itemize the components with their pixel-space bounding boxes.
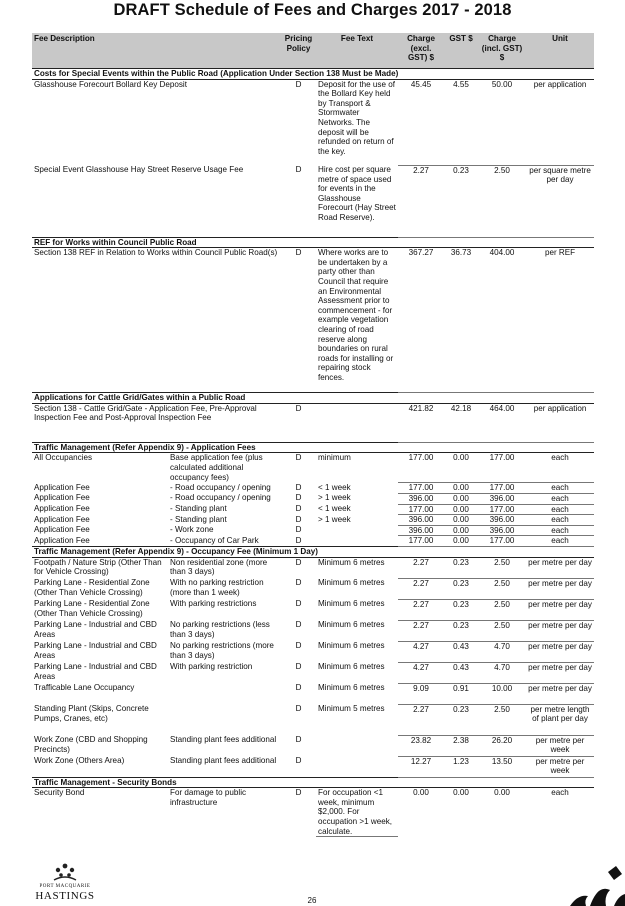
gst: 0.43 xyxy=(444,662,478,683)
fee-subdescription: Standing plant fees additional xyxy=(170,735,277,745)
gst: 0.00 xyxy=(453,788,469,798)
gst: 0.00 xyxy=(444,493,478,504)
unit: per metre per day xyxy=(526,641,594,662)
table-row xyxy=(32,504,594,515)
charge-incl: 0.00 xyxy=(494,788,510,798)
gst: 42.18 xyxy=(444,403,478,442)
charge-incl: 404.00 xyxy=(478,248,526,393)
fee-subdescription xyxy=(168,683,281,704)
charge-excl: 2.27 xyxy=(398,578,444,599)
charge-excl: 23.82 xyxy=(398,735,444,756)
gst: 0.00 xyxy=(444,536,478,547)
section-heading xyxy=(32,237,594,248)
pricing-policy: D xyxy=(295,683,302,693)
fee-description: Standing Plant (Skips, Concrete Pumps, Cranes, etc) xyxy=(34,704,149,723)
logo-text-line2: HASTINGS xyxy=(35,890,95,902)
fee-description: Special Event Glasshouse Hay Street Reserve Usage Fee xyxy=(34,165,244,175)
section-heading-text: Costs for Special Events within the Public Road (Application Under Section 138 Must be Made) xyxy=(32,69,594,80)
table-row xyxy=(32,165,594,237)
gst: 0.91 xyxy=(444,683,478,704)
fee-description: Application Fee xyxy=(34,482,90,492)
fee-text: Minimum 6 metres xyxy=(318,620,385,630)
section-heading-text: Applications for Cattle Grid/Gates within a Public Road xyxy=(32,393,594,404)
charge-incl: 177.00 xyxy=(478,483,526,494)
fee-description: Parking Lane - Industrial and CBD Areas xyxy=(34,662,157,681)
gst: 0.23 xyxy=(444,557,478,578)
pricing-policy: D xyxy=(295,165,302,175)
section-heading-text: REF for Works within Council Public Road xyxy=(32,237,594,248)
fee-description: Application Fee xyxy=(34,525,90,535)
charge-excl: 9.09 xyxy=(398,683,444,704)
unit: each xyxy=(551,788,569,798)
table-row xyxy=(32,788,594,837)
table-row xyxy=(32,620,594,641)
table-row xyxy=(32,248,594,393)
pricing-policy: D xyxy=(295,535,302,545)
council-logo xyxy=(30,862,100,906)
charge-incl: 396.00 xyxy=(478,525,526,536)
charge-excl: 45.45 xyxy=(398,79,444,165)
fee-text xyxy=(316,525,398,536)
fee-description: Security Bond xyxy=(34,788,85,798)
fee-text: Minimum 6 metres xyxy=(318,599,385,609)
gst: 0.00 xyxy=(444,504,478,515)
col-header-unit: Unit xyxy=(526,33,594,69)
section-heading-text: Traffic Management (Refer Appendix 9) - Occupancy Fee (Minimum 1 Day) xyxy=(32,546,594,557)
fee-description: Glasshouse Forecourt Bollard Key Deposit xyxy=(34,79,187,89)
gst: 0.00 xyxy=(444,515,478,526)
gst: 0.00 xyxy=(444,453,478,483)
unit: per application xyxy=(526,79,594,165)
charge-excl: 177.00 xyxy=(398,453,444,483)
fee-subdescription: - Work zone xyxy=(170,525,214,535)
table-row xyxy=(32,483,594,494)
col-header-charge-excl: Charge (excl. GST) $ xyxy=(398,33,444,69)
charge-incl: 464.00 xyxy=(478,403,526,442)
pricing-policy: D xyxy=(295,403,302,413)
charge-excl: 367.27 xyxy=(398,248,444,393)
charge-excl: 4.27 xyxy=(398,641,444,662)
table-row xyxy=(32,641,594,662)
fee-subdescription: Non residential zone (more than 3 days) xyxy=(170,557,268,577)
gst: 0.23 xyxy=(444,599,478,620)
document-title: DRAFT Schedule of Fees and Charges 2017 - 2018 xyxy=(113,1,512,19)
fee-text: Minimum 6 metres xyxy=(318,662,385,672)
fee-text: Where works are to be undertaken by a party other than Council that require an Environmental Assessment prior to commencement - for example vegetation clearing of road reserve along boundaries on rural roads for installing or repairing stock fences. xyxy=(318,248,394,382)
col-header-pricing-policy: Pricing Policy xyxy=(281,33,316,69)
fee-description: Application Fee xyxy=(34,514,90,524)
col-header-charge-incl: Charge (incl. GST) $ xyxy=(478,33,526,69)
pricing-policy: D xyxy=(295,79,302,89)
fee-description: Parking Lane - Industrial and CBD Areas xyxy=(34,620,157,639)
charge-excl: 421.82 xyxy=(398,403,444,442)
charge-incl: 2.50 xyxy=(478,599,526,620)
pricing-policy: D xyxy=(295,756,302,766)
fee-description: Parking Lane - Residential Zone (Other Than Vehicle Crossing) xyxy=(34,599,150,618)
charge-incl: 2.50 xyxy=(478,620,526,641)
charge-excl: 396.00 xyxy=(398,493,444,504)
pricing-policy: D xyxy=(295,514,302,524)
fee-text: Deposit for the use of the Bollard Key held by Transport & Stormwater Networks. The deposit will be refunded on return of the key. xyxy=(318,79,395,156)
page-number: 26 xyxy=(307,896,317,905)
section-heading xyxy=(32,69,594,80)
fee-text xyxy=(316,735,398,756)
unit: per metre per day xyxy=(526,557,594,578)
gst: 0.23 xyxy=(444,704,478,735)
section-heading xyxy=(32,393,594,404)
charge-incl: 177.00 xyxy=(478,453,526,483)
unit: per metre per day xyxy=(526,662,594,683)
pricing-policy: D xyxy=(295,735,302,745)
fee-subdescription: With no parking restriction (more than 1 week) xyxy=(170,578,264,597)
logo-text-line1: PORT MACQUARIE xyxy=(39,884,91,889)
table-row xyxy=(32,578,594,599)
fee-description: All Occupancies xyxy=(34,453,93,463)
charge-incl: 177.00 xyxy=(478,536,526,547)
charge-incl: 13.50 xyxy=(478,756,526,777)
pricing-policy: D xyxy=(295,620,302,630)
unit: each xyxy=(526,483,594,494)
table-row xyxy=(32,599,594,620)
fee-description: Application Fee xyxy=(34,535,90,545)
charge-incl: 396.00 xyxy=(478,515,526,526)
fee-subdescription: - Standing plant xyxy=(170,514,227,524)
table-row xyxy=(32,79,594,165)
fee-description: Footpath / Nature Strip (Other Than for Vehicle Crossing) xyxy=(34,557,162,577)
unit: per REF xyxy=(526,248,594,393)
charge-incl: 2.50 xyxy=(478,165,526,237)
unit: each xyxy=(526,515,594,526)
fee-text: Minimum 6 metres xyxy=(318,557,385,567)
pricing-policy: D xyxy=(295,578,302,588)
unit: per metre per day xyxy=(526,578,594,599)
fee-description: Application Fee xyxy=(34,493,90,503)
col-header-fee-text: Fee Text xyxy=(316,33,398,69)
fee-description: Section 138 - Cattle Grid/Gate - Application Fee, Pre-Approval Inspection Fee and Post-Approval Inspection Fee xyxy=(34,403,257,423)
pricing-policy: D xyxy=(295,493,302,503)
pricing-policy: D xyxy=(295,641,302,651)
table-row xyxy=(32,515,594,526)
pricing-policy: D xyxy=(295,525,302,535)
charge-excl: 2.27 xyxy=(398,557,444,578)
gst: 0.00 xyxy=(444,483,478,494)
charge-incl: 50.00 xyxy=(478,79,526,165)
charge-incl: 4.70 xyxy=(478,662,526,683)
pricing-policy: D xyxy=(295,453,302,463)
unit: each xyxy=(526,493,594,504)
charge-excl: 177.00 xyxy=(398,504,444,515)
fee-text: < 1 week xyxy=(318,482,351,492)
table-row xyxy=(32,536,594,547)
table-row xyxy=(32,493,594,504)
unit: each xyxy=(526,536,594,547)
table-row xyxy=(32,403,594,442)
charge-excl: 2.27 xyxy=(398,165,444,237)
fee-text: > 1 week xyxy=(318,514,351,524)
pricing-policy: D xyxy=(295,662,302,672)
fee-text: For occupation <1 week, minimum $2,000. For occupation >1 week, calculate. xyxy=(316,788,398,837)
unit: per metre per day xyxy=(526,620,594,641)
fee-description: Work Zone (CBD and Shopping Precincts) xyxy=(34,735,148,754)
col-header-gst: GST $ xyxy=(444,33,478,69)
charge-excl: 177.00 xyxy=(398,483,444,494)
charge-excl: 177.00 xyxy=(398,536,444,547)
fee-text: Minimum 5 metres xyxy=(318,704,385,714)
pricing-policy: D xyxy=(295,599,302,609)
charge-incl: 26.20 xyxy=(478,735,526,756)
unit: each xyxy=(526,504,594,515)
gst: 36.73 xyxy=(444,248,478,393)
table-row xyxy=(32,525,594,536)
charge-excl: 2.27 xyxy=(398,620,444,641)
charge-excl: 396.00 xyxy=(398,515,444,526)
unit: per metre per week xyxy=(526,756,594,777)
fee-subdescription xyxy=(168,704,281,735)
fee-text xyxy=(316,756,398,777)
section-heading xyxy=(32,442,594,453)
table-row xyxy=(32,662,594,683)
gst: 1.23 xyxy=(444,756,478,777)
pricing-policy: D xyxy=(295,788,302,798)
fee-description: Parking Lane - Residential Zone (Other Than Vehicle Crossing) xyxy=(34,578,150,597)
fee-text: Minimum 6 metres xyxy=(318,683,385,693)
corner-graphic-icon xyxy=(570,866,625,906)
col-header-description: Fee Description xyxy=(32,33,281,69)
fee-description: Application Fee xyxy=(34,504,90,514)
charge-incl: 177.00 xyxy=(478,504,526,515)
gst: 4.55 xyxy=(444,79,478,165)
fee-text: minimum xyxy=(318,453,351,463)
unit: per square metre per day xyxy=(526,165,594,237)
unit: each xyxy=(526,525,594,536)
fee-description: Trafficable Lane Occupancy xyxy=(34,683,135,693)
charge-incl: 2.50 xyxy=(478,704,526,735)
fees-table xyxy=(32,33,594,837)
charge-excl: 2.27 xyxy=(398,599,444,620)
fee-subdescription: - Standing plant xyxy=(170,504,227,514)
table-row xyxy=(32,756,594,777)
gst: 2.38 xyxy=(444,735,478,756)
fee-subdescription: For damage to public infrastructure xyxy=(170,788,247,807)
unit: each xyxy=(526,453,594,483)
fee-text: Minimum 6 metres xyxy=(318,578,385,588)
fee-description: Parking Lane - Industrial and CBD Areas xyxy=(34,641,157,660)
table-row xyxy=(32,453,594,483)
charge-excl: 0.00 xyxy=(413,788,429,798)
charge-incl: 10.00 xyxy=(478,683,526,704)
fee-text: > 1 week xyxy=(318,493,351,503)
fee-subdescription: No parking restrictions (less than 3 days) xyxy=(170,620,270,639)
fee-subdescription: - Occupancy of Car Park xyxy=(170,535,259,545)
table-row xyxy=(32,557,594,578)
fee-subdescription: With parking restrictions xyxy=(170,599,257,609)
unit: per metre per day xyxy=(526,599,594,620)
charge-excl: 4.27 xyxy=(398,662,444,683)
charge-incl: 396.00 xyxy=(478,493,526,504)
fee-text: Minimum 6 metres xyxy=(318,641,385,651)
unit: per metre per day xyxy=(526,683,594,704)
fee-subdescription: Standing plant fees additional xyxy=(170,756,277,766)
gst: 0.23 xyxy=(444,165,478,237)
section-heading-text: Traffic Management (Refer Appendix 9) - Application Fees xyxy=(32,442,594,453)
charge-excl: 2.27 xyxy=(398,704,444,735)
logo-emblem-icon xyxy=(52,862,78,882)
fee-text xyxy=(316,403,398,442)
charge-incl: 2.50 xyxy=(478,557,526,578)
charge-incl: 2.50 xyxy=(478,578,526,599)
gst: 0.00 xyxy=(444,525,478,536)
table-row xyxy=(32,683,594,704)
section-heading xyxy=(32,777,594,788)
pricing-policy: D xyxy=(295,557,302,567)
unit: per application xyxy=(526,403,594,442)
pricing-policy: D xyxy=(295,482,302,492)
section-heading xyxy=(32,546,594,557)
gst: 0.23 xyxy=(444,578,478,599)
fee-subdescription: With parking restriction xyxy=(170,662,253,672)
fee-text: Hire cost per square metre of space used for events in the Glasshouse Forecourt (Hay Street Road Reserve). xyxy=(318,165,396,223)
fee-text xyxy=(316,536,398,547)
table-row xyxy=(32,735,594,756)
charge-excl: 396.00 xyxy=(398,525,444,536)
fee-subdescription: No parking restrictions (more than 3 days) xyxy=(170,641,274,660)
unit: per metre length of plant per day xyxy=(526,704,594,735)
gst: 0.43 xyxy=(444,641,478,662)
unit: per metre per week xyxy=(526,735,594,756)
table-row xyxy=(32,704,594,735)
table-header-row xyxy=(32,33,594,69)
section-heading-text: Traffic Management - Security Bonds xyxy=(32,777,594,788)
pricing-policy: D xyxy=(295,504,302,514)
fee-description: Work Zone (Others Area) xyxy=(34,756,125,766)
charge-incl: 4.70 xyxy=(478,641,526,662)
fee-subdescription: - Road occupancy / opening xyxy=(170,482,271,492)
pricing-policy: D xyxy=(295,248,302,258)
fee-text: < 1 week xyxy=(318,504,351,514)
charge-excl: 12.27 xyxy=(398,756,444,777)
gst: 0.23 xyxy=(444,620,478,641)
fee-subdescription: Base application fee (plus calculated additional occupancy fees) xyxy=(170,453,263,482)
fee-subdescription: - Road occupancy / opening xyxy=(170,493,271,503)
pricing-policy: D xyxy=(295,704,302,714)
fee-description: Section 138 REF in Relation to Works within Council Public Road(s) xyxy=(34,248,278,258)
